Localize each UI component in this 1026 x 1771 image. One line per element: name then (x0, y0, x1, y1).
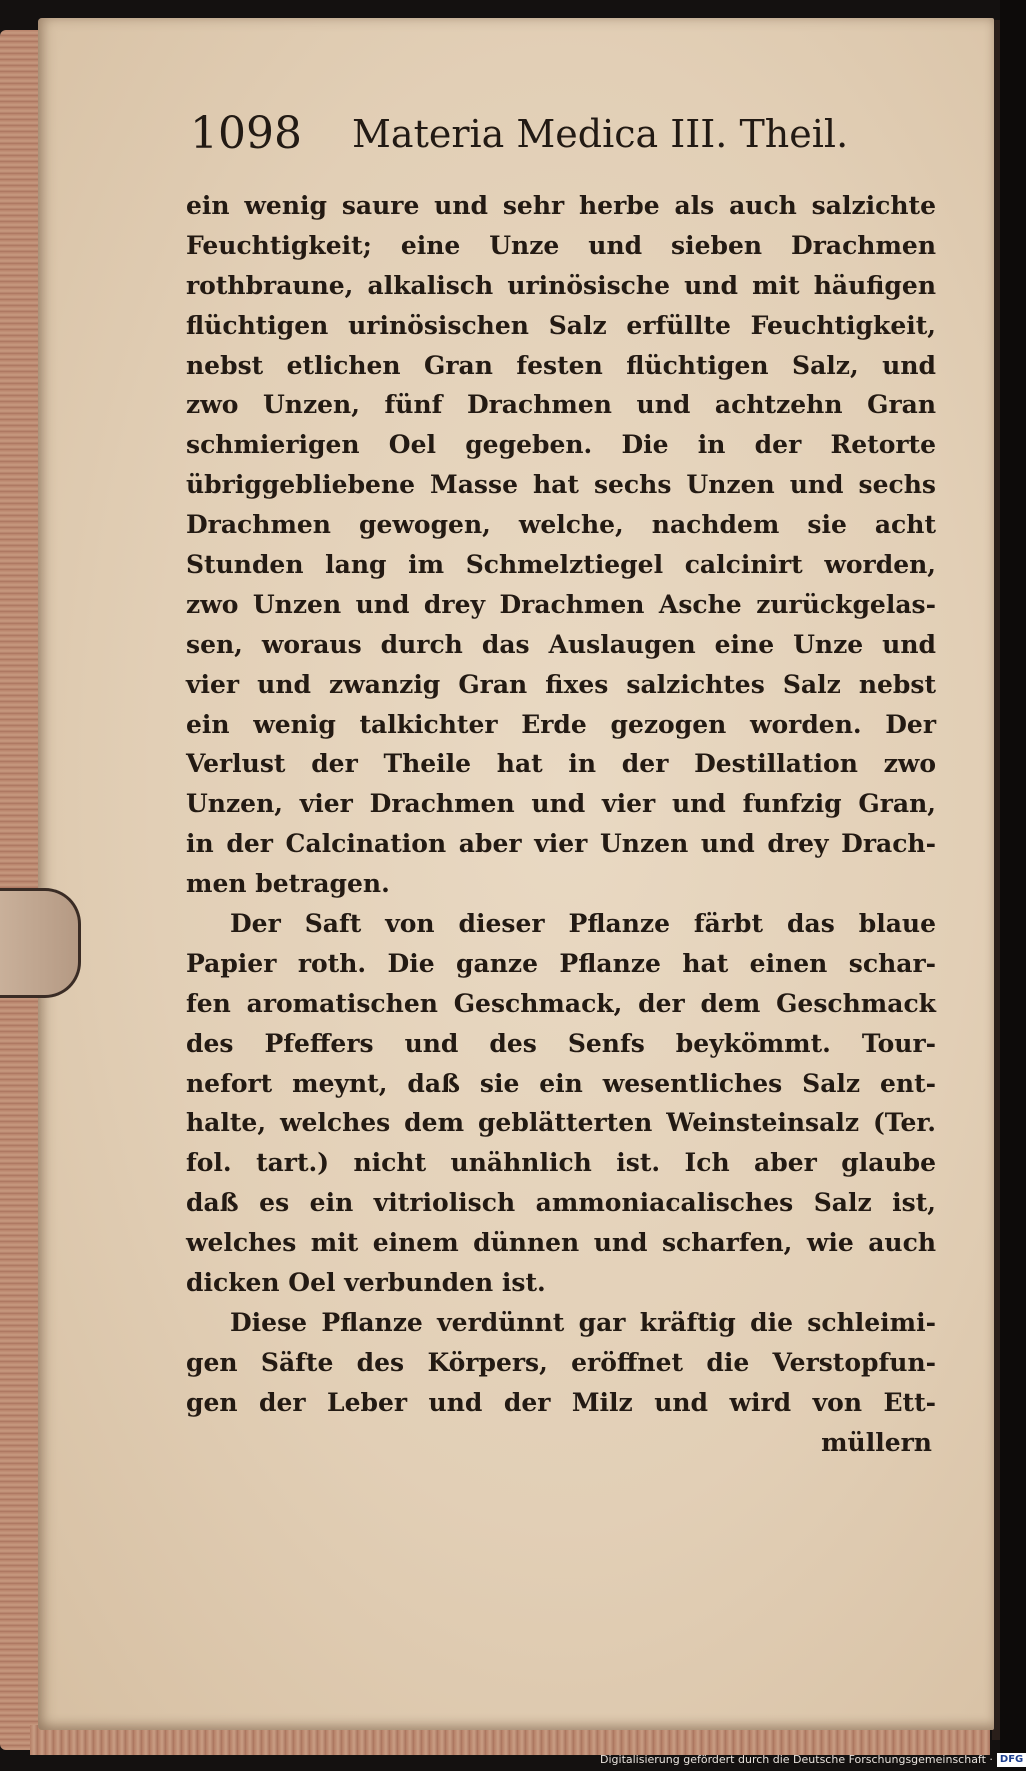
text-line: gen der Leber und der Milz und wird von Ett- (186, 1387, 936, 1417)
text-line: Der Saft von dieser Pflanze färbt das blaue (230, 909, 936, 939)
text-line: übriggebliebene Masse hat sechs Unzen und sechs (186, 470, 936, 500)
text-line: Verlust der Theile hat in der Destillation zwo (186, 749, 936, 779)
text-line: fol. tart.) nicht unähnlich ist. Ich aber glaube (186, 1148, 936, 1178)
text-line: dicken Oel verbunden ist. (186, 1268, 546, 1298)
text-line: nebst etlichen Gran festen flüchtigen Salz, und (186, 350, 936, 380)
catchword: müllern (821, 1427, 932, 1457)
text-line: daß es ein vitriolisch ammoniacalisches Salz ist, (186, 1188, 936, 1218)
running-title: Materia Medica III. Theil. (352, 112, 849, 156)
text-line: halte, welches dem geblätterten Weinsteinsalz (Ter. (186, 1108, 936, 1138)
text-line: des Pfeffers und des Senfs beykömmt. Tour- (186, 1028, 936, 1058)
text-line: Diese Pflanze verdünnt gar kräftig die schleimi- (230, 1307, 936, 1337)
text-line: ein wenig talkichter Erde gezogen worden. Der (186, 709, 936, 739)
text-line: Unzen, vier Drachmen und vier und funfzig Gran, (186, 789, 936, 819)
text-line: men betragen. (186, 869, 390, 899)
text-line: Stunden lang im Schmelztiegel calcinirt worden, (186, 550, 936, 580)
credit-text: Digitalisierung gefördert durch die Deutsche Forschungsgemeinschaft · (600, 1753, 993, 1766)
text-line: Drachmen gewogen, welche, nachdem sie acht (186, 510, 936, 540)
text-line: Feuchtigkeit; eine Unze und sieben Drachmen (186, 230, 936, 260)
text-line: in der Calcination aber vier Unzen und drey Drach- (186, 829, 936, 859)
text-line: fen aromatischen Geschmack, der dem Geschmack (186, 988, 936, 1018)
text-line: schmierigen Oel gegeben. Die in der Retorte (186, 430, 936, 460)
text-line: zwo Unzen und drey Drachmen Asche zurückgelas- (186, 589, 936, 619)
body-text (186, 186, 936, 1463)
text-line: sen, woraus durch das Auslaugen eine Unze und (186, 629, 936, 659)
text-line: nefort meynt, daß sie ein wesentliches Salz ent- (186, 1068, 936, 1098)
text-line: zwo Unzen, fünf Drachmen und achtzehn Gran (186, 390, 936, 420)
page-header (190, 108, 849, 168)
text-line: Papier roth. Die ganze Pflanze hat einen schar- (186, 948, 936, 978)
text-line: flüchtigen urinösischen Salz erfüllte Feuchtigkeit, (186, 310, 936, 340)
digitization-credit (600, 1753, 1024, 1771)
page-clip (0, 888, 81, 998)
dfg-logo: DFG (997, 1753, 1026, 1767)
text-line: welches mit einem dünnen und scharfen, wie auch (186, 1228, 936, 1258)
text-line: ein wenig saure und sehr herbe als auch salzichte (186, 191, 936, 220)
page-number: 1098 (190, 108, 302, 159)
text-line: rothbraune, alkalisch urinösische und mit häufigen (186, 270, 936, 300)
text-line: vier und zwanzig Gran fixes salzichtes Salz nebst (186, 669, 936, 699)
text-line: gen Säfte des Körpers, eröffnet die Verstopfun- (186, 1347, 936, 1377)
